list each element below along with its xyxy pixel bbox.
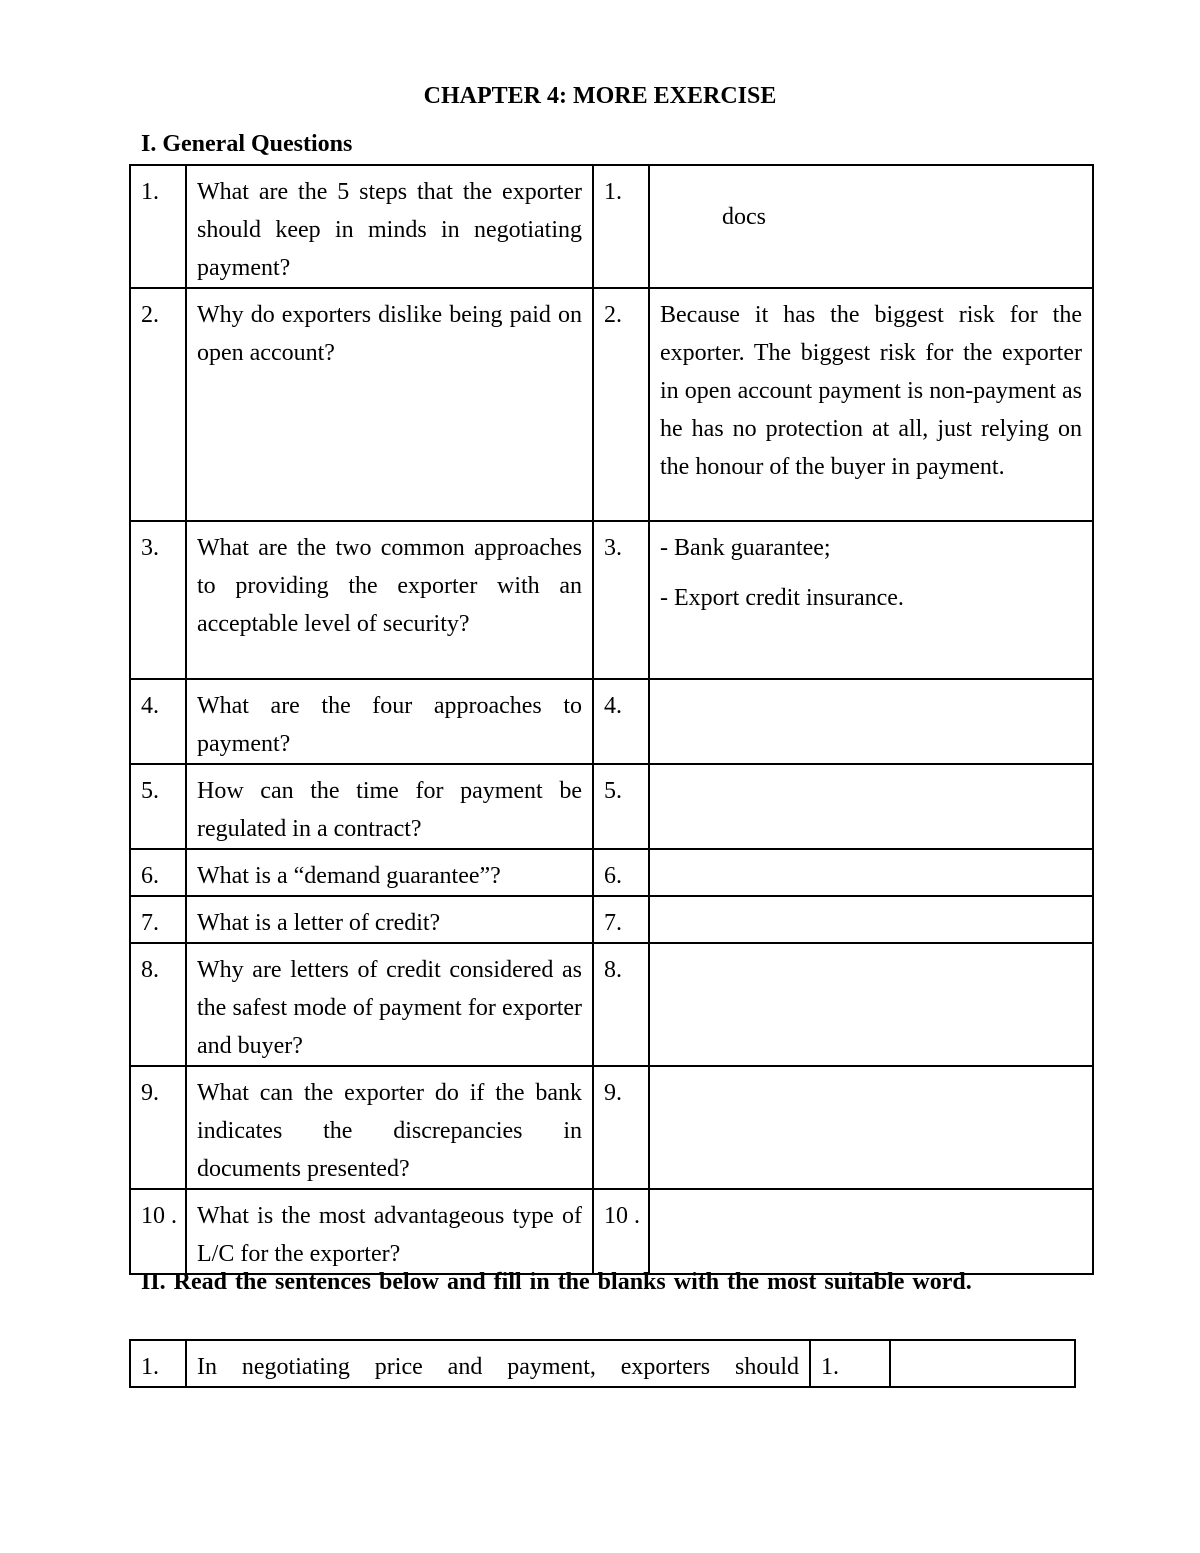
question-number: 5. [130,764,186,849]
question-text: What are the four approaches to payment? [186,679,593,764]
table-row [130,849,1093,896]
question-number: 3. [130,521,186,679]
section-1-heading: I. General Questions [141,131,353,157]
answer-number: 5. [593,764,649,849]
table-row [130,1340,1075,1387]
question-number: 8. [130,943,186,1066]
question-text: Why are letters of credit considered as the safest mode of payment for exporter and buyer? [186,943,593,1066]
section-2-heading: II. Read the sentences below and fill in the blanks with the most suitable word. [141,1269,972,1295]
answer-text [649,943,1093,1066]
question-text: What is the most advantageous type of L/C for the exporter? [186,1189,593,1274]
table-row [130,521,1093,679]
answer-text [649,849,1093,896]
table-row [130,943,1093,1066]
general-questions-table [129,164,1094,1275]
question-number: 4. [130,679,186,764]
sentence-number: 1. [130,1340,186,1387]
question-number: 6. [130,849,186,896]
answer-text [649,896,1093,943]
answer-number: 6. [593,849,649,896]
question-number: 2. [130,288,186,521]
answer-number: 4. [593,679,649,764]
answer-text [649,679,1093,764]
question-text: What is a letter of credit? [186,896,593,943]
question-text: What is a “demand guarantee”? [186,849,593,896]
answer-number: 3. [593,521,649,679]
spacer [660,567,1082,579]
answer-number: 9. [593,1066,649,1189]
answer-line: - Bank guarantee; [660,535,831,561]
answer-line: - Export credit insurance. [660,585,904,611]
answer-text [649,1066,1093,1189]
page-title: CHAPTER 4: MORE EXERCISE [423,83,777,109]
table-row [130,764,1093,849]
fill-in-blanks-table [129,1339,1076,1388]
answer-text [649,521,1093,679]
question-number: 10 . [130,1189,186,1274]
answer-text: docs [649,165,1093,288]
sentence-text: In negotiating price and payment, exporters should [186,1340,810,1387]
answer-number: 10 . [593,1189,649,1274]
question-number: 1. [130,165,186,288]
table-row [130,1066,1093,1189]
table-row [130,288,1093,521]
answer-number: 8. [593,943,649,1066]
table-row [130,896,1093,943]
blank-answer [890,1340,1075,1387]
answer-text: Because it has the biggest risk for the exporter. The biggest risk for the exporter in open account payment is non-payment as he has no protection at all, just relying on the honour of the buyer in payment. [649,288,1093,521]
answer-text [649,1189,1093,1274]
answer-number: 7. [593,896,649,943]
table-row [130,679,1093,764]
answer-number: 1. [593,165,649,288]
table-row [130,1189,1093,1274]
answer-text [649,764,1093,849]
question-text: What are the 5 steps that the exporter should keep in minds in negotiating payment? [186,165,593,288]
blank-number: 1. [810,1340,890,1387]
answer-number: 2. [593,288,649,521]
question-text: Why do exporters dislike being paid on open account? [186,288,593,521]
question-number: 9. [130,1066,186,1189]
table-row [130,165,1093,288]
question-number: 7. [130,896,186,943]
question-text: What can the exporter do if the bank indicates the discrepancies in documents presented? [186,1066,593,1189]
question-text: How can the time for payment be regulated in a contract? [186,764,593,849]
question-text: What are the two common approaches to providing the exporter with an acceptable level of security? [186,521,593,679]
